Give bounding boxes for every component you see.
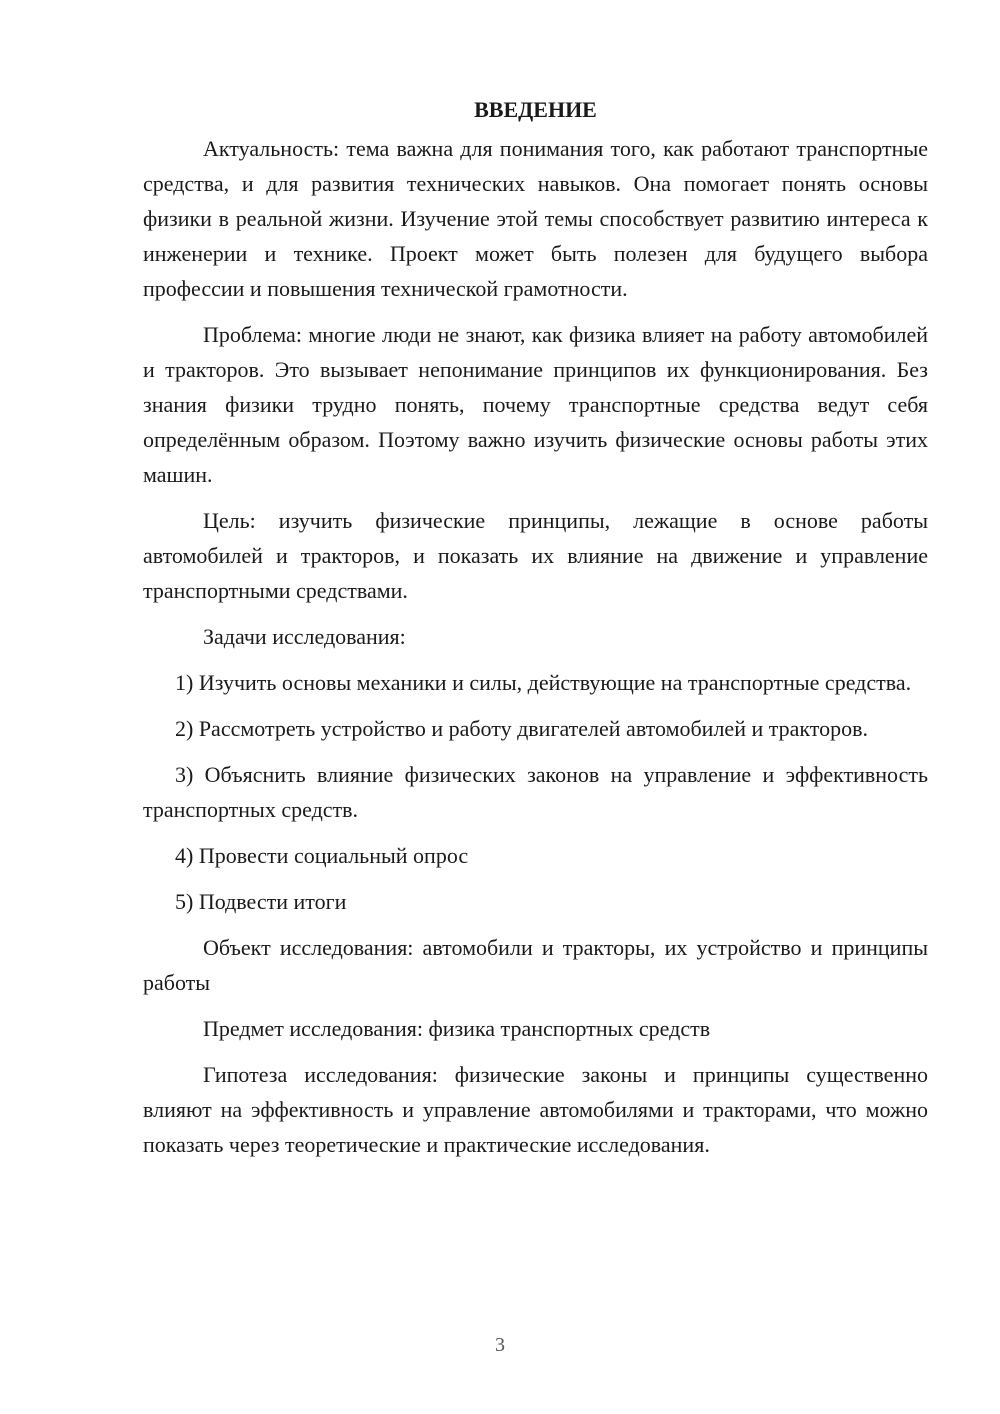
paragraph-subject: Предмет исследования: физика транспортных средств [203, 1016, 711, 1041]
task-item-2: 2) Рассмотреть устройство и работу двигателей автомобилей и тракторов. [175, 716, 868, 741]
page-number: 3 [495, 1334, 505, 1356]
task-item-5: 5) Подвести итоги [175, 889, 347, 914]
paragraph-relevance: Актуальность: тема важна для понимания того, как работают транспортные средства, и для развития технических навыков. Она помогает понять основы физики в реальной жизни. Изучение этой темы способствует развитию интереса к инженерии и технике. Проект может быть полезен для будущего выбора профессии и повышения технической грамотности. [143, 136, 928, 301]
paragraph-problem: Проблема: многие люди не знают, как физика влияет на работу автомобилей и тракторов. Это вызывает непонимание принципов их функционирования. Без знания физики трудно понять, почему транспортные средства ведут себя определённым образом. Поэтому важно изучить физические основы работы этих машин. [143, 322, 928, 487]
document-page [143, 92, 928, 1173]
task-item-1: 1) Изучить основы механики и силы, действующие на транспортные средства. [175, 670, 912, 695]
paragraph-hypothesis: Гипотеза исследования: физические законы и принципы существенно влияют на эффективность и управление автомобилями и тракторами, что можно показать через теоретические и практические исследования. [143, 1062, 928, 1157]
task-item-3: 3) Объяснить влияние физических законов на управление и эффективность транспортных средств. [143, 762, 928, 822]
tasks-title: Задачи исследования: [203, 624, 406, 649]
paragraph-goal: Цель: изучить физические принципы, лежащие в основе работы автомобилей и тракторов, и показать их влияние на движение и управление транспортными средствами. [143, 508, 928, 603]
task-item-4: 4) Провести социальный опрос [175, 843, 469, 868]
page-title: ВВЕДЕНИЕ [474, 97, 597, 122]
paragraph-object: Объект исследования: автомобили и тракторы, их устройство и принципы работы [143, 935, 928, 995]
